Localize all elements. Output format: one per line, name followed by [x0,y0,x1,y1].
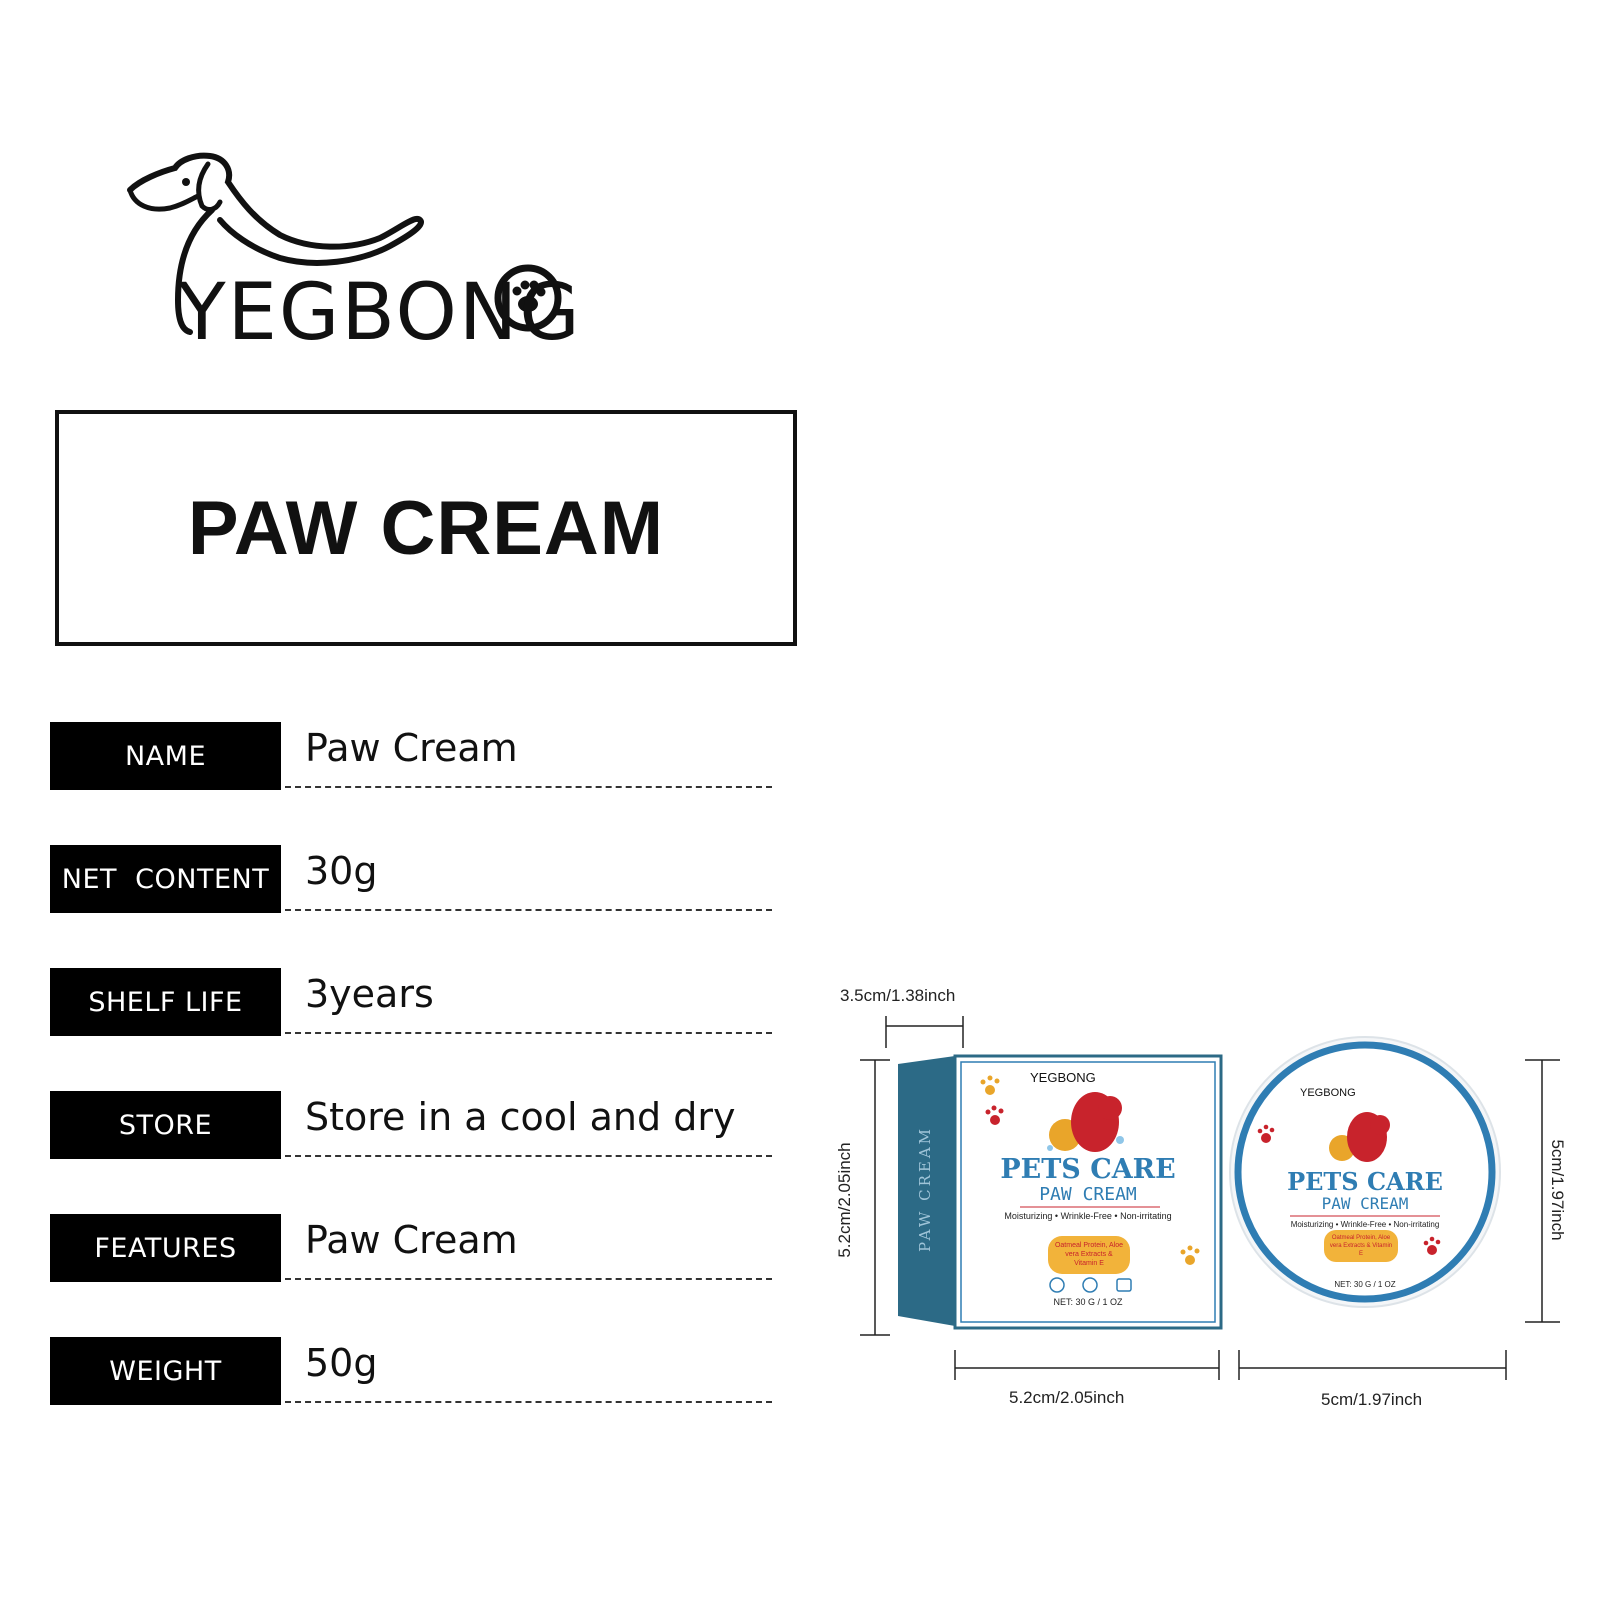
spec-row-shelf-life [50,968,772,1036]
jar-width-label: 5cm/1.97inch [1321,1390,1423,1409]
box-brand: YEGBONG [1030,1070,1096,1085]
spec-value: 3years [305,972,434,1016]
spec-label: NAME [50,722,281,790]
box-width-label: 5.2cm/2.05inch [1009,1388,1125,1407]
box-ingredients: Oatmeal Protein, Aloe vera Extracts & Vitamin E [1054,1242,1124,1267]
product-illustration [820,986,1600,1430]
dashed-divider [285,909,772,911]
jar-ingredients: Oatmeal Protein, Aloe vera Extracts & Vitamin E [1329,1235,1393,1257]
box-headline: PETS CARE [1000,1154,1176,1185]
spec-row-weight [50,1337,772,1405]
spec-value: Paw Cream [305,1218,518,1262]
jar-height-label: 5cm/1.97inch [1548,1139,1567,1241]
spec-value: 30g [305,849,378,893]
jar-net: NET: 30 G / 1 OZ [1334,1280,1396,1289]
spec-row-name [50,722,772,790]
box-height-label: 5.2cm/2.05inch [835,1142,854,1258]
spec-label: SHELF LIFE [50,968,281,1036]
jar-brand: YEGBONG [1300,1087,1356,1099]
jar-claims: Moisturizing • Wrinkle-Free • Non-irritating [1290,1220,1440,1229]
box-claims: Moisturizing • Wrinkle-Free • Non-irritating [1004,1211,1172,1221]
spec-label: WEIGHT [50,1337,281,1405]
dashed-divider [285,1155,772,1157]
box-net: NET: 30 G / 1 OZ [1053,1297,1123,1307]
box-side-text: PAW CREAM [916,1125,934,1253]
dashed-divider [285,1032,772,1034]
dashed-divider [285,786,772,788]
jar-subhead: PAW CREAM [1321,1194,1409,1213]
product-dimension-drawing [820,990,1600,1430]
title-box [55,410,797,646]
spec-label: STORE [50,1091,281,1159]
spec-row-store [50,1091,772,1159]
spec-row-features [50,1214,772,1282]
spec-value: Store in a cool and dry [305,1095,736,1139]
box-subhead: PAW CREAM [1039,1184,1137,1205]
dashed-divider [285,1278,772,1280]
brand-wordmark: YEGBONG [178,268,582,358]
spec-row-net-content [50,845,772,913]
box-depth-label: 3.5cm/1.38inch [840,986,956,1005]
dashed-divider [285,1401,772,1403]
spec-label: NET CONTENT [50,845,281,913]
spec-value: Paw Cream [305,726,518,770]
spec-value: 50g [305,1341,378,1385]
jar-headline: PETS CARE [1287,1167,1443,1196]
spec-label: FEATURES [50,1214,281,1282]
page-title: PAW CREAM [187,485,665,571]
